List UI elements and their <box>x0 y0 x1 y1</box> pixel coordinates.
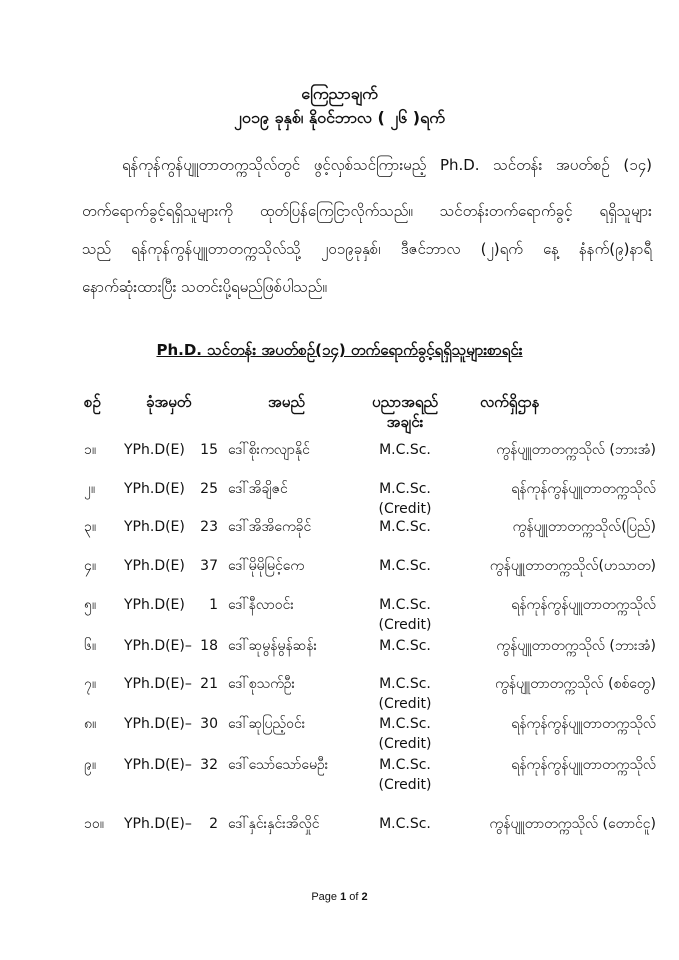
table-row <box>0 517 679 557</box>
row-qualification: M.C.Sc. <box>379 676 431 692</box>
row-roll-prefix: YPh.D(E)– <box>124 816 192 832</box>
row-name: ဒေါ်ဆုပြည့်ဝင်း <box>228 716 306 732</box>
header-department: လက်ရှိဌာန <box>480 393 540 411</box>
row-name: ဒေါ်စိုးကလျာနိုင် <box>228 442 310 458</box>
header-serial-no: စဉ် <box>84 393 101 411</box>
page-footer <box>0 890 679 904</box>
row-roll-number: 25 <box>200 481 218 497</box>
row-name: ဒေါ်အိအိကေခိုင် <box>228 519 312 535</box>
row-roll-prefix: YPh.D(E) <box>124 519 185 535</box>
of-label: of <box>349 891 359 903</box>
paragraph-line-4: နောက်ဆုံးထားပြီး သတင်းပို့ရမည်ဖြစ်ပါသည်။ <box>82 278 327 296</box>
row-roll-prefix: YPh.D(E) <box>124 481 185 497</box>
row-roll-number: 30 <box>200 716 218 732</box>
row-department: ရန်ကုန်ကွန်ပျူတာတက္ကသိုလ် <box>511 481 656 497</box>
row-credit-note: (Credit) <box>378 736 432 752</box>
row-roll-number: 32 <box>200 757 218 773</box>
row-roll-prefix: YPh.D(E)– <box>124 757 192 773</box>
row-qualification: M.C.Sc. <box>379 816 431 832</box>
table-row <box>0 814 679 854</box>
row-department: ကွန်ပျူတာတက္ကသိုလ်(ပြည်) <box>512 519 656 535</box>
row-roll-number: 1 <box>209 597 218 613</box>
table-row <box>0 440 679 480</box>
row-roll-number: 21 <box>200 676 218 692</box>
row-serial-no: ၂။ <box>84 481 96 497</box>
row-roll-prefix: YPh.D(E)– <box>124 638 192 654</box>
table-row <box>0 595 679 635</box>
paragraph-line-2: တက်ရောက်ခွင့်ရရှိသူများကို ထုတ်ပြန်ကြေငြာလိုက်သည်။ သင်တန်းတက်ရောက်ခွင့် ရရှိသူများ <box>82 202 652 220</box>
row-serial-no: ၅။ <box>84 597 97 613</box>
row-credit-note: (Credit) <box>378 777 432 793</box>
row-serial-no: ၆။ <box>84 638 97 654</box>
row-department: ကွန်ပျူတာတက္ကသိုလ် (စစ်တွေ) <box>495 676 656 692</box>
row-qualification: M.C.Sc. <box>379 597 431 613</box>
row-department: ရန်ကုန်ကွန်ပျူတာတက္ကသိုလ် <box>511 716 656 732</box>
row-name: ဒေါ်အိချိဇင် <box>228 481 288 497</box>
row-qualification: M.C.Sc. <box>379 519 431 535</box>
row-department: ကွန်ပျူတာတက္ကသိုလ် (ဘားအံ) <box>496 442 656 458</box>
row-serial-no: ၈။ <box>84 716 97 732</box>
row-serial-no: ၃။ <box>84 519 97 535</box>
row-department: ကွန်ပျူတာတက္ကသိုလ်(ဟသာတ) <box>489 558 656 574</box>
row-name: ဒေါ်ဆုမွန်မွန်ဆန်း <box>228 638 318 654</box>
row-department: ကွန်ပျူတာတက္ကသိုလ် (တောင်ငူ) <box>489 816 656 832</box>
row-roll-prefix: YPh.D(E)– <box>124 716 192 732</box>
row-roll-number: 2 <box>209 816 218 832</box>
row-roll-prefix: YPh.D(E) <box>124 558 185 574</box>
current-page: 1 <box>340 891 347 903</box>
header-qualification: ပညာအရည် အချင်း <box>371 393 439 431</box>
row-serial-no: ၉။ <box>84 757 97 773</box>
row-credit-note: (Credit) <box>378 501 432 517</box>
row-credit-note: (Credit) <box>378 696 432 712</box>
row-name: ဒေါ်နီလာဝင်း <box>228 597 294 613</box>
row-roll-number: 15 <box>200 442 218 458</box>
page-label: Page <box>311 891 338 903</box>
row-roll-prefix: YPh.D(E)– <box>124 676 192 692</box>
table-row <box>0 479 679 519</box>
row-name: ဒေါ်စုသက်ဦး <box>228 676 296 692</box>
row-serial-no: ၇။ <box>84 676 97 692</box>
announcement-date: ၂၀၁၉ ခုနှစ်၊ နိုဝင်ဘာလ ( ၂၆ )ရက် <box>234 108 445 127</box>
announcement-title: ကြေညာချက် <box>301 84 378 103</box>
row-qualification: M.C.Sc. <box>379 757 431 773</box>
row-qualification: M.C.Sc. <box>379 716 431 732</box>
row-name: ဒေါ်သော်သော်မေဦး <box>228 757 329 773</box>
paragraph-line-3: သည် ရန်ကုန်ကွန်ပျူတာတက္ကသိုလ်သို့ ၂၀၁၉ခုနှစ်၊ ဒီဇင်ဘာလ (၂)ရက် နေ့ နံနက်(၉)နာရီ <box>82 240 652 258</box>
row-qualification: M.C.Sc. <box>379 638 431 654</box>
row-roll-prefix: YPh.D(E) <box>124 442 185 458</box>
row-credit-note: (Credit) <box>378 617 432 633</box>
row-roll-number: 18 <box>200 638 218 654</box>
row-serial-no: ၁၀။ <box>84 816 104 832</box>
row-department: ရန်ကုန်ကွန်ပျူတာတက္ကသိုလ် <box>511 757 656 773</box>
row-qualification: M.C.Sc. <box>379 442 431 458</box>
table-row <box>0 755 679 795</box>
total-pages: 2 <box>361 891 368 903</box>
table-row <box>0 556 679 596</box>
row-department: ရန်ကုန်ကွန်ပျူတာတက္ကသိုလ် <box>511 597 656 613</box>
table-row <box>0 636 679 676</box>
row-qualification: M.C.Sc. <box>379 558 431 574</box>
header-name: အမည် <box>268 393 305 411</box>
row-name: ဒေါ်နှင်းနှင်းအိလှိုင် <box>228 816 320 832</box>
paragraph-line-1: ရန်ကုန်ကွန်ပျူတာတက္ကသိုလ်တွင် ဖွင့်လှစ်သင်ကြားမည့် Ph.D. သင်တန်း အပတ်စဉ် (၁၄) <box>122 156 652 174</box>
row-serial-no: ၁။ <box>84 442 97 458</box>
row-name: ဒေါ်မိုမိုမြင့်ကေ <box>228 558 305 574</box>
table-row <box>0 714 679 754</box>
row-qualification: M.C.Sc. <box>379 481 431 497</box>
row-serial-no: ၄။ <box>84 558 97 574</box>
row-roll-number: 37 <box>200 558 218 574</box>
row-roll-prefix: YPh.D(E) <box>124 597 185 613</box>
list-title: Ph.D. သင်တန်း အပတ်စဉ်(၁၄) တက်ရောက်ခွင့်ရရှိသူများစာရင်း <box>156 341 523 359</box>
row-roll-number: 23 <box>200 519 218 535</box>
row-department: ကွန်ပျူတာတက္ကသိုလ် (ဘားအံ) <box>496 638 656 654</box>
table-row <box>0 674 679 714</box>
header-roll-number: ခုံအမှတ် <box>146 393 192 411</box>
